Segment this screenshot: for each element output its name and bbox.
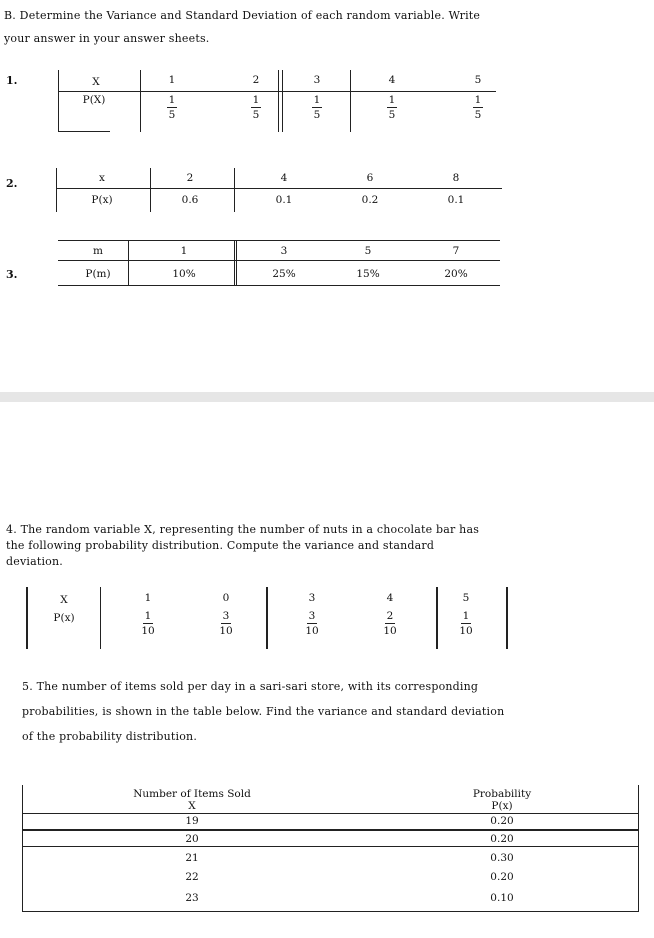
problem-5-line-1: 5. The number of items sold per day in a sari-sari store, with its corresponding [22, 680, 479, 693]
problem-1-p-label: P(X) [82, 94, 106, 106]
problem-4-x-5: 5 [462, 592, 470, 604]
problem-4-p-3: 3 10 [305, 610, 319, 637]
problem-1-x-label: X [92, 76, 100, 88]
problem-5-line-2: probabilities, is shown in the table below. Find the variance and standard deviation [22, 705, 505, 718]
problem-5-row-5: 23 0.10 [185, 892, 514, 904]
problem-4-p-4: 2 10 [383, 610, 397, 637]
problem-5-header-col1: Number of Items Sold [133, 788, 251, 800]
problem-5-row-2: 20 0.20 [185, 833, 514, 845]
problem-2-x-2: 4 [280, 172, 288, 184]
problem-3-x-4: 7 [452, 245, 460, 257]
problem-3-p-1: 10% [172, 268, 196, 280]
problem-2-p-1: 0.6 [181, 194, 199, 206]
problem-5-header-col1-symbol: X [188, 800, 196, 812]
problem-4-p-1: 1 10 [141, 610, 155, 637]
problem-2-x-4: 8 [452, 172, 460, 184]
problem-4-x-label: X [60, 594, 68, 606]
instructions-line-1: B. Determine the Variance and Standard Deviation of each random variable. Write [4, 9, 481, 22]
problem-5-header-col2: Probability [472, 788, 532, 800]
problem-1-number: 1. [6, 74, 18, 87]
worksheet-page-2 [0, 402, 654, 938]
problem-2-number: 2. [6, 177, 18, 190]
problem-3-p-3: 15% [356, 268, 380, 280]
problem-1-x-1: 1 [168, 74, 176, 86]
problem-2-x-3: 6 [366, 172, 374, 184]
problem-4-x-2: 0 [222, 592, 230, 604]
problem-3-number: 3. [6, 268, 18, 281]
problem-4-x-3: 3 [308, 592, 316, 604]
problem-1-p-3: 1 5 [313, 94, 321, 121]
problem-1-p-2: 1 5 [252, 94, 260, 121]
problem-1-x-4: 4 [388, 74, 396, 86]
problem-3-p-2: 25% [272, 268, 296, 280]
problem-2-x-label: x [99, 172, 105, 184]
problem-2-p-2: 0.1 [275, 194, 293, 206]
problem-4-p-label: P(x) [53, 612, 75, 624]
problem-3-x-1: 1 [180, 245, 188, 257]
problem-1-x-5: 5 [474, 74, 482, 86]
problem-2-p-4: 0.1 [447, 194, 465, 206]
problem-4-line-2: the following probability distribution. Compute the variance and standard [6, 539, 435, 552]
problem-5-row-3: 21 0.30 [185, 852, 514, 864]
instructions-line-2: your answer in your answer sheets. [4, 32, 210, 45]
problem-3-x-2: 3 [280, 245, 288, 257]
problem-3-p-4: 20% [444, 268, 468, 280]
problem-5-row-1: 19 0.20 [185, 815, 514, 827]
problem-1-p-1: 1 5 [168, 94, 176, 121]
problem-4-x-4: 4 [386, 592, 394, 604]
problem-2-p-3: 0.2 [361, 194, 379, 206]
problem-4-line-1: 4. The random variable X, representing the number of nuts in a chocolate bar has [6, 523, 480, 536]
problem-4-line-3: deviation. [6, 555, 63, 568]
problem-4-p-5: 1 10 [459, 610, 473, 637]
problem-3-x-3: 5 [364, 245, 372, 257]
problem-1-x-3: 3 [313, 74, 321, 86]
problem-1-p-4: 1 5 [388, 94, 396, 121]
problem-2-x-1: 2 [186, 172, 194, 184]
problem-5-row-4: 22 0.20 [185, 871, 514, 883]
page-separator [0, 392, 654, 402]
problem-5-line-3: of the probability distribution. [22, 730, 198, 743]
problem-2-p-label: P(x) [91, 194, 113, 206]
problem-3-x-label: m [93, 245, 103, 257]
problem-3-p-label: P(m) [85, 268, 111, 280]
worksheet-page-1 [0, 0, 654, 392]
problem-4-p-2: 3 10 [219, 610, 233, 637]
problem-1-x-2: 2 [252, 74, 260, 86]
problem-5-header-col2-symbol: P(x) [491, 800, 513, 812]
problem-4-x-1: 1 [144, 592, 152, 604]
problem-1-p-5: 1 5 [474, 94, 482, 121]
